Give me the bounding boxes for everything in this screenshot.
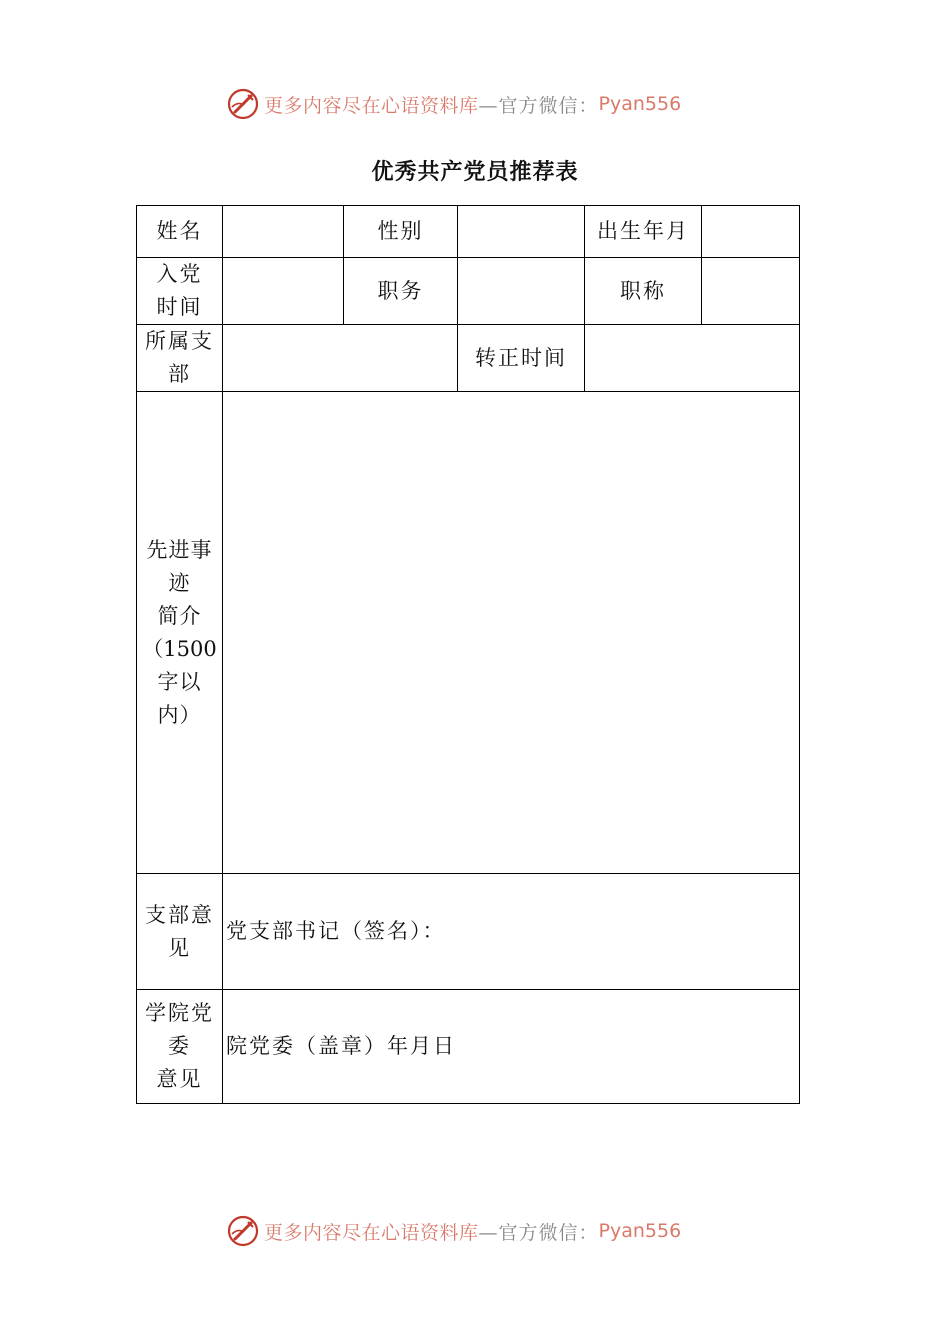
- regular-time-field[interactable]: [585, 325, 800, 392]
- watermark-banner-bottom: [226, 1213, 681, 1249]
- position-label: 职务: [344, 258, 458, 325]
- college-opinion-label: [137, 990, 223, 1104]
- table-row: [137, 392, 800, 874]
- recommendation-form-table: [136, 205, 800, 1104]
- college-seal-field[interactable]: 院党委（盖章）年月日: [223, 990, 800, 1104]
- deeds-field[interactable]: [223, 392, 800, 874]
- deeds-label-line2: 迹: [168, 570, 191, 595]
- banner-text-id: Pyan556: [598, 93, 682, 115]
- deeds-label-line3: 简介: [157, 603, 202, 628]
- branch-label: [137, 325, 223, 392]
- page-title: 优秀共产党员推荐表: [371, 159, 579, 185]
- join-time-label: [137, 258, 223, 325]
- banner-text-wechat: —官方微信：: [478, 1221, 599, 1244]
- banner-text-id: Pyan556: [598, 1220, 682, 1242]
- college-opinion-label-line1: 学院党: [145, 1001, 214, 1025]
- title-field[interactable]: [702, 258, 800, 325]
- name-label: 姓名: [137, 206, 223, 258]
- banner-text-wechat: —官方微信：: [478, 94, 599, 117]
- regular-time-label: 转正时间: [458, 325, 585, 392]
- gender-label: 性别: [344, 206, 458, 258]
- banner-text-main: 更多内容尽在心语资料库: [264, 1221, 479, 1244]
- join-time-field[interactable]: [223, 258, 344, 325]
- deeds-label-line4: （1500: [142, 636, 217, 661]
- deeds-label-line6: 内）: [157, 702, 202, 727]
- branch-field[interactable]: [223, 325, 458, 392]
- college-opinion-label-line2: 委: [168, 1034, 191, 1058]
- secretary-signature-field[interactable]: 党支部书记（签名）：: [223, 874, 800, 990]
- banner-text-main: 更多内容尽在心语资料库: [264, 94, 479, 117]
- branch-opinion-label-line2: 见: [168, 935, 191, 960]
- name-field[interactable]: [223, 206, 344, 258]
- join-time-label-line1: 入党: [156, 262, 203, 286]
- branch-opinion-label-line1: 支部意: [145, 902, 214, 927]
- pen-logo-icon: [226, 87, 260, 121]
- table-row: [137, 206, 800, 258]
- watermark-banner-top: [226, 86, 681, 122]
- deeds-label: [137, 392, 223, 874]
- table-row: [137, 325, 800, 392]
- birth-field[interactable]: [702, 206, 800, 258]
- title-label: 职称: [585, 258, 702, 325]
- gender-field[interactable]: [458, 206, 585, 258]
- branch-opinion-label: [137, 874, 223, 990]
- birth-label: 出生年月: [585, 206, 702, 258]
- position-field[interactable]: [458, 258, 585, 325]
- college-opinion-label-line3: 意见: [156, 1067, 203, 1091]
- branch-label-line1: 所属支: [145, 329, 214, 353]
- deeds-label-line1: 先进事: [146, 537, 213, 562]
- deeds-label-line5: 字以: [157, 669, 202, 694]
- branch-label-line2: 部: [168, 362, 191, 386]
- table-row: [137, 258, 800, 325]
- pen-logo-icon: [226, 1214, 260, 1248]
- table-row: [137, 874, 800, 990]
- table-row: [137, 990, 800, 1104]
- join-time-label-line2: 时间: [156, 295, 203, 319]
